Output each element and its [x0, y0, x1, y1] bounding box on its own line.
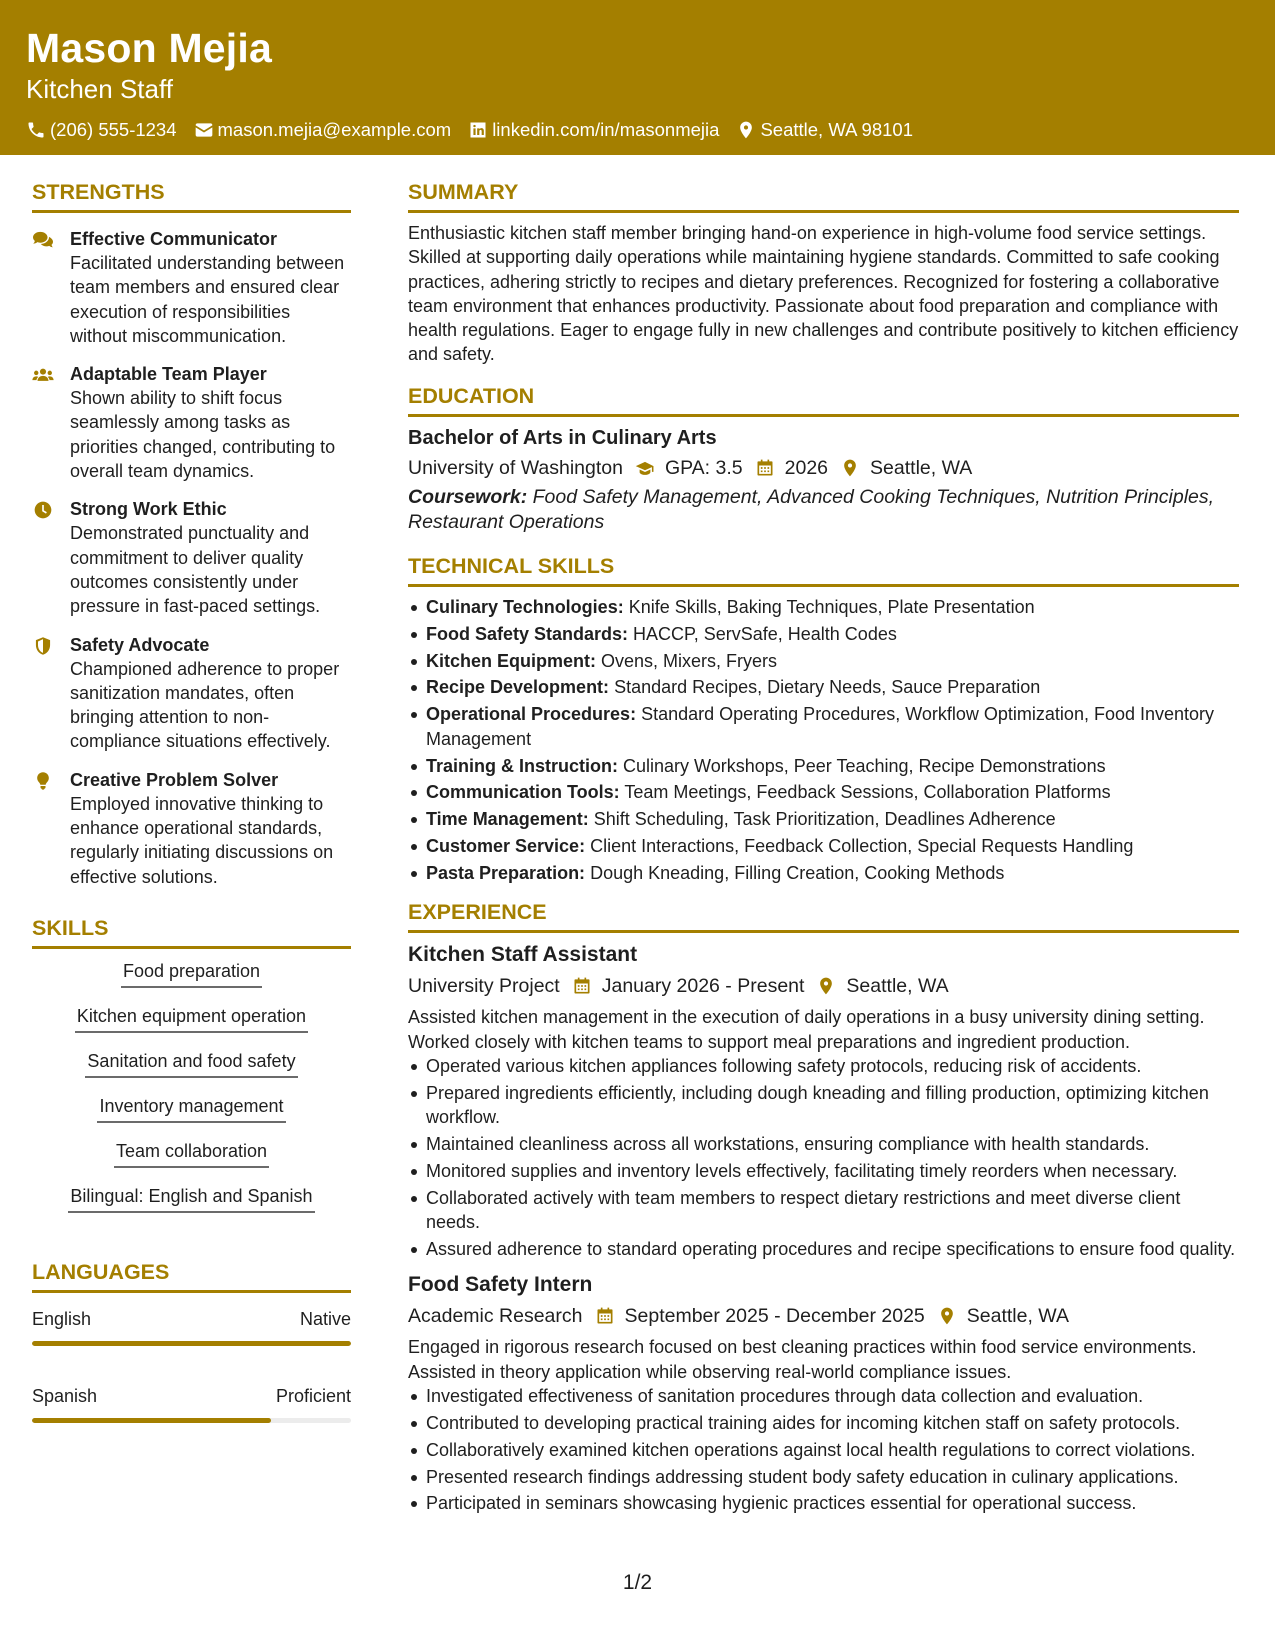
map-marker-icon	[937, 1306, 957, 1326]
list-item: Maintained cleanliness across all workstations, ensuring compliance with health standards.	[408, 1132, 1239, 1156]
strength-title: Adaptable Team Player	[70, 364, 267, 385]
list-item: Operated various kitchen appliances following safety protocols, reducing risk of accidents.	[408, 1054, 1239, 1078]
job-bullets	[408, 1054, 1239, 1261]
calendar-icon	[572, 976, 592, 996]
strength-title: Effective Communicator	[70, 229, 278, 249]
summary-section	[408, 179, 1239, 367]
strength-title: Creative Problem Solver	[70, 769, 279, 790]
degree-title: Bachelor of Arts in Culinary Arts	[408, 426, 717, 449]
language-name: Spanish	[32, 1385, 98, 1406]
job-entry	[408, 1271, 1239, 1515]
location-text: Seattle, WA 98101	[760, 119, 913, 140]
list-item: Communication Tools: Team Meetings, Feedback Sessions, Collaboration Platforms	[408, 780, 1239, 804]
email-text: mason.mejia@example.com	[217, 119, 452, 140]
job-description: Engaged in rigorous research focused on best cleaning practices within food service environments. Assisted in theory application while observing real-world compliance issues.	[408, 1337, 1197, 1382]
language-bar	[32, 1341, 351, 1346]
calendar-icon	[755, 458, 775, 478]
list-item: Monitored supplies and inventory levels effectively, facilitating timely reorders when necessary.	[408, 1159, 1239, 1183]
list-item: Assured adherence to standard operating procedures and recipe specifications to ensure food quality.	[408, 1237, 1239, 1261]
skills-list	[32, 957, 351, 1227]
summary-heading: SUMMARY	[408, 179, 1239, 213]
list-item: Prepared ingredients efficiently, including dough kneading and filling production, optimizing kitchen workflow.	[408, 1081, 1239, 1130]
left-column	[32, 155, 351, 1423]
list-item: Customer Service: Client Interactions, Feedback Collection, Special Requests Handling	[408, 834, 1239, 858]
users-icon	[32, 365, 54, 385]
contact-location	[736, 119, 913, 141]
language-bar	[32, 1418, 351, 1423]
job-org: University Project	[408, 975, 560, 998]
job-entry	[408, 941, 1239, 1261]
job-dates: January 2026 - Present	[601, 975, 805, 998]
graduation-cap-icon	[635, 458, 655, 478]
skills-heading: SKILLS	[32, 915, 351, 949]
linkedin-text: linkedin.com/in/masonmejia	[492, 119, 720, 140]
clock-icon	[32, 500, 54, 520]
list-item: Pasta Preparation: Dough Kneading, Filling Creation, Cooking Methods	[408, 861, 1239, 885]
list-item: Participated in seminars showcasing hygienic practices essential for operational success.	[408, 1491, 1239, 1515]
map-marker-icon	[840, 458, 860, 478]
experience-heading: EXPERIENCE	[408, 899, 1239, 933]
skill-chip: Sanitation and food safety	[85, 1047, 297, 1078]
technical-skills-section	[408, 553, 1239, 886]
phone-icon	[26, 120, 46, 140]
job-org: Academic Research	[408, 1305, 583, 1328]
contact-bar	[26, 119, 1275, 141]
comments-icon	[32, 230, 54, 250]
education-heading: EDUCATION	[408, 383, 1239, 417]
strengths-heading: STRENGTHS	[32, 179, 351, 213]
languages-heading: LANGUAGES	[32, 1259, 351, 1293]
strength-title: Strong Work Ethic	[70, 499, 227, 520]
calendar-icon	[595, 1306, 615, 1326]
shield-icon	[32, 636, 54, 656]
strength-item	[32, 768, 351, 889]
candidate-title: Kitchen Staff	[26, 74, 173, 104]
job-location: Seattle, WA	[846, 975, 949, 998]
education-meta	[408, 454, 1239, 482]
language-item	[32, 1307, 351, 1346]
language-level: Native	[299, 1308, 351, 1329]
list-item: Operational Procedures: Standard Operating Procedures, Workflow Optimization, Food Inventory Management	[408, 702, 1239, 751]
strength-desc: Employed innovative thinking to enhance operational standards, regularly initiating discussions on effective solutions.	[70, 793, 334, 887]
map-marker-icon	[816, 976, 836, 996]
language-bar-fill	[32, 1418, 271, 1423]
gpa-text: GPA: 3.5	[664, 456, 743, 479]
strength-title: Safety Advocate	[70, 634, 210, 655]
candidate-name: Mason Mejia	[26, 25, 272, 71]
resume-header	[0, 0, 1275, 155]
language-bar-fill	[32, 1341, 351, 1346]
contact-email[interactable]	[194, 119, 452, 141]
list-item: Collaborated actively with team members to respect dietary restrictions and meet diverse client needs.	[408, 1186, 1239, 1235]
coursework-label: Coursework:	[408, 485, 528, 508]
list-item: Training & Instruction: Culinary Workshops, Peer Teaching, Recipe Demonstrations	[408, 754, 1239, 778]
skill-chip: Inventory management	[97, 1092, 285, 1123]
experience-section	[408, 899, 1239, 1515]
strength-desc: Championed adherence to proper sanitization mandates, often bringing attention to non-compliance situations effectively.	[70, 658, 340, 752]
right-column	[408, 155, 1239, 1518]
strength-item	[32, 633, 351, 754]
education-section	[408, 383, 1239, 535]
strength-desc: Shown ability to shift focus seamlessly among tasks as priorities changed, contributing to overall team dynamics.	[70, 388, 336, 482]
language-item	[32, 1384, 351, 1423]
job-description: Assisted kitchen management in the execution of daily operations in a busy university dining setting. Worked closely with kitchen teams to support meal preparations and ingredient production.	[408, 1007, 1205, 1052]
coursework-list: Food Safety Management, Advanced Cooking Techniques, Nutrition Principles, Restaurant Operations	[408, 485, 1215, 533]
skill-chip: Kitchen equipment operation	[75, 1002, 308, 1033]
map-marker-icon	[736, 120, 756, 140]
list-item: Time Management: Shift Scheduling, Task Prioritization, Deadlines Adherence	[408, 807, 1239, 831]
technical-skills-heading: TECHNICAL SKILLS	[408, 553, 1239, 587]
language-name: English	[32, 1308, 92, 1329]
job-title: Food Safety Intern	[408, 1273, 593, 1297]
list-item: Culinary Technologies: Knife Skills, Baking Techniques, Plate Presentation	[408, 595, 1239, 619]
contact-linkedin[interactable]	[468, 119, 719, 141]
strength-desc: Facilitated understanding between team members and ensured clear execution of responsibilities without miscommunication.	[70, 253, 345, 346]
job-location: Seattle, WA	[966, 1305, 1069, 1328]
lightbulb-icon	[32, 771, 54, 791]
job-meta	[408, 1302, 1239, 1330]
list-item: Recipe Development: Standard Recipes, Dietary Needs, Sauce Preparation	[408, 675, 1239, 699]
language-level: Proficient	[275, 1385, 351, 1406]
technical-skills-list	[408, 595, 1239, 886]
graduation-year: 2026	[784, 456, 829, 479]
job-title: Kitchen Staff Assistant	[408, 943, 638, 967]
coursework	[408, 485, 1239, 535]
skill-chip: Team collaboration	[114, 1137, 269, 1168]
job-meta	[408, 972, 1239, 1000]
strength-item	[32, 497, 351, 618]
list-item: Investigated effectiveness of sanitation procedures through data collection and evaluation.	[408, 1384, 1239, 1408]
summary-text: Enthusiastic kitchen staff member bringing hand-on experience in high-volume food service settings. Skilled at supporting daily operations while maintaining hygiene standards. Committed to safe cooking practices, adhering strictly to recipes and dietary preferences. Recognized for fostering a collaborative team environment that enhances productivity. Passionate about food preparation and compliance with health regulations. Eager to engage fully in new challenges and contribute positively to kitchen efficiency and safety.	[408, 223, 1239, 365]
languages-section	[32, 1259, 351, 1423]
skills-section	[32, 915, 351, 1227]
strength-item	[32, 227, 351, 348]
strength-item	[32, 362, 351, 483]
school-name: University of Washington	[408, 456, 623, 479]
list-item: Contributed to developing practical training aides for incoming kitchen staff on safety protocols.	[408, 1411, 1239, 1435]
phone-text: (206) 555-1234	[50, 119, 177, 140]
skill-chip: Bilingual: English and Spanish	[68, 1182, 314, 1213]
job-bullets	[408, 1384, 1239, 1516]
strengths-section	[32, 179, 351, 889]
list-item: Kitchen Equipment: Ovens, Mixers, Fryers	[408, 649, 1239, 673]
list-item: Food Safety Standards: HACCP, ServSafe, Health Codes	[408, 622, 1239, 646]
contact-phone[interactable]	[26, 119, 177, 141]
list-item: Collaboratively examined kitchen operations against local health regulations to correct violations.	[408, 1438, 1239, 1462]
envelope-icon	[194, 120, 214, 140]
education-location: Seattle, WA	[870, 456, 973, 479]
list-item: Presented research findings addressing student body safety education in culinary applications.	[408, 1465, 1239, 1489]
linkedin-icon	[468, 120, 488, 140]
skill-chip: Food preparation	[121, 957, 262, 988]
strength-desc: Demonstrated punctuality and commitment to deliver quality outcomes consistently under pressure in fast-paced settings.	[70, 523, 321, 617]
page-number: 1/2	[622, 1571, 653, 1594]
job-dates: September 2025 - December 2025	[624, 1305, 925, 1328]
